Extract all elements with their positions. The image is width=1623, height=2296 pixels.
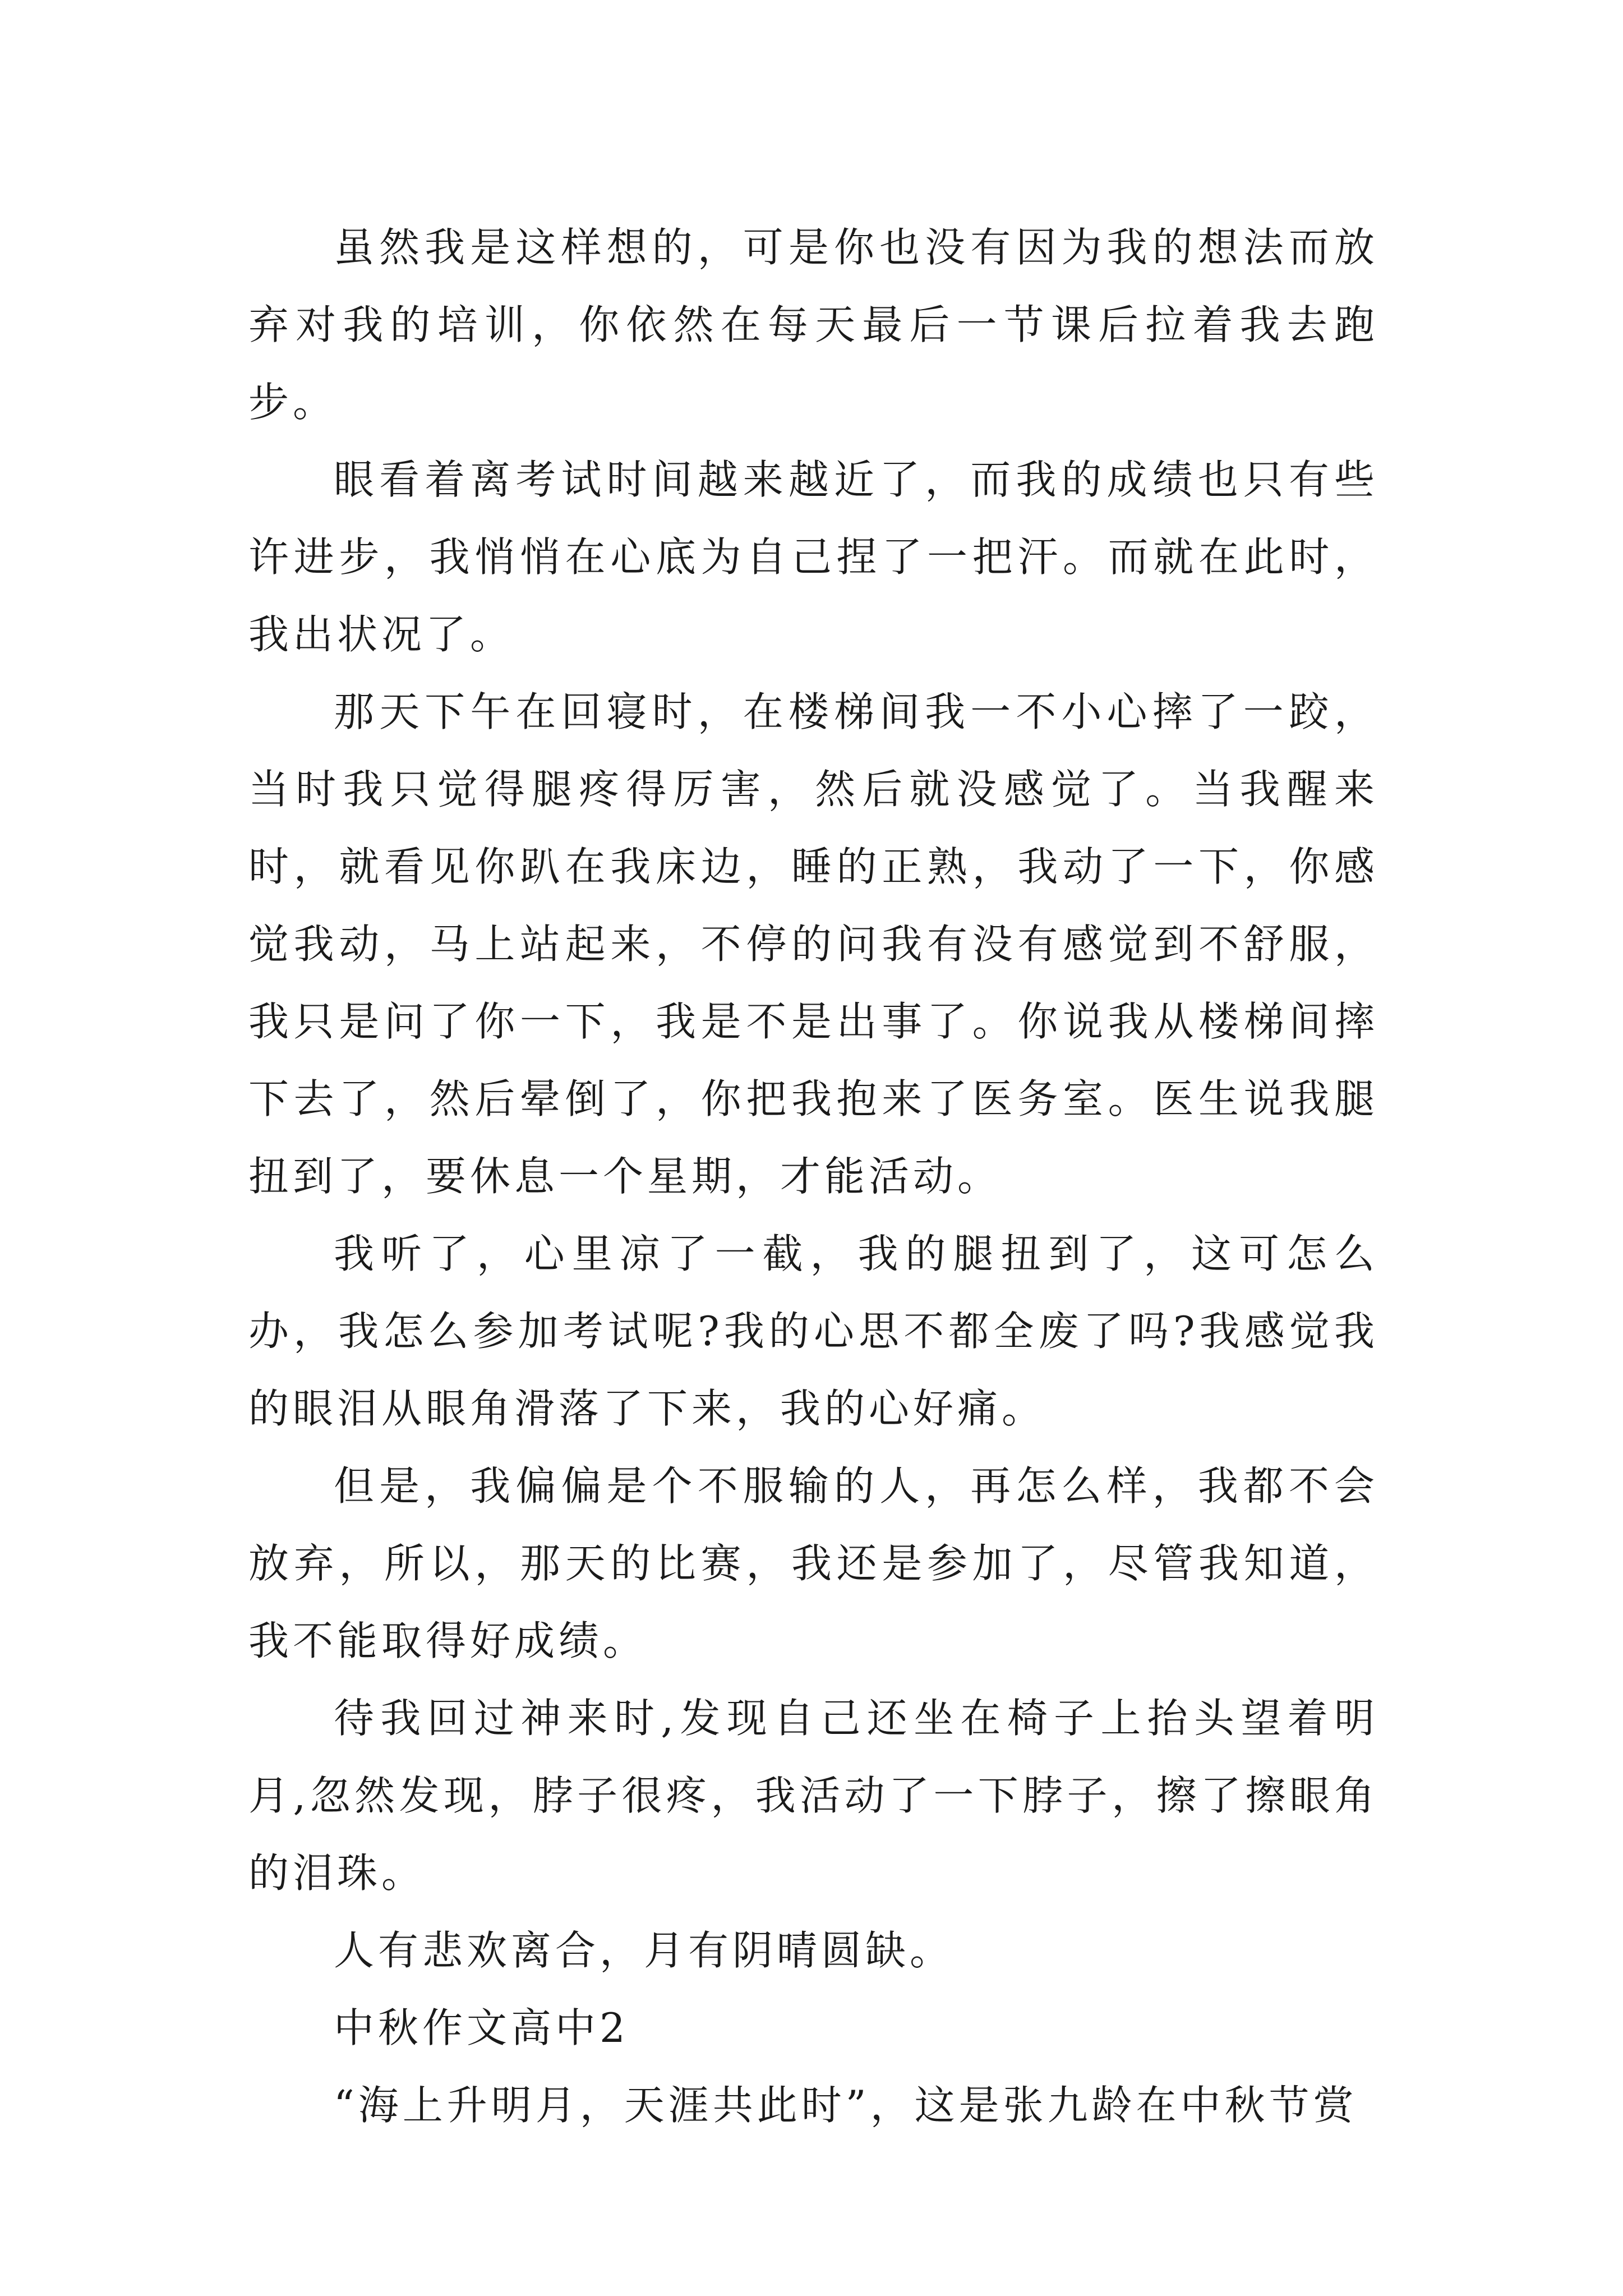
section-heading: 中秋作文高中2 xyxy=(334,2004,629,2051)
paragraph: 虽然我是这样想的，可是你也没有因为我的想法而放弃对我的培训，你依然在每天最后一节课后拉着我去跑步。 xyxy=(248,224,1378,426)
paragraph: 但是，我偏偏是个不服输的人，再怎么样，我都不会放弃，所以，那天的比赛，我还是参加了，尽管我知道，我不能取得好成绩。 xyxy=(248,1462,1378,1664)
paragraph: “海上升明月，天涯共此时”，这是张九龄在中秋节赏 xyxy=(334,2082,1358,2129)
paragraph: 人有悲欢离合，月有阴晴圆缺。 xyxy=(334,1927,955,1974)
paragraph: 那天下午在回寝时，在楼梯间我一不小心摔了一跤，当时我只觉得腿疼得厉害，然后就没感觉了。当我醒来时，就看见你趴在我床边，睡的正熟，我动了一下，你感觉我动，马上站起来，不停的问我有没有感觉到不舒服，我只是问了你一下，我是不是出事了。你说我从楼梯间摔下去了，然后晕倒了，你把我抱来了医务室。医生说我腿扭到了，要休息一个星期，才能活动。 xyxy=(248,688,1378,1200)
paragraph: 我听了，心里凉了一截，我的腿扭到了，这可怎么办，我怎么参加考试呢?我的心思不都全废了吗?我感觉我的眼泪从眼角滑落了下来，我的心好痛。 xyxy=(248,1230,1378,1432)
paragraph: 待我回过神来时,发现自己还坐在椅子上抬头望着明月,忽然发现，脖子很疼，我活动了一下脖子，擦了擦眼角的泪珠。 xyxy=(248,1695,1378,1897)
paragraph: 眼看着离考试时间越来越近了，而我的成绩也只有些许进步，我悄悄在心底为自己捏了一把汗。而就在此时，我出状况了。 xyxy=(248,456,1378,658)
document-body xyxy=(248,209,1378,2144)
